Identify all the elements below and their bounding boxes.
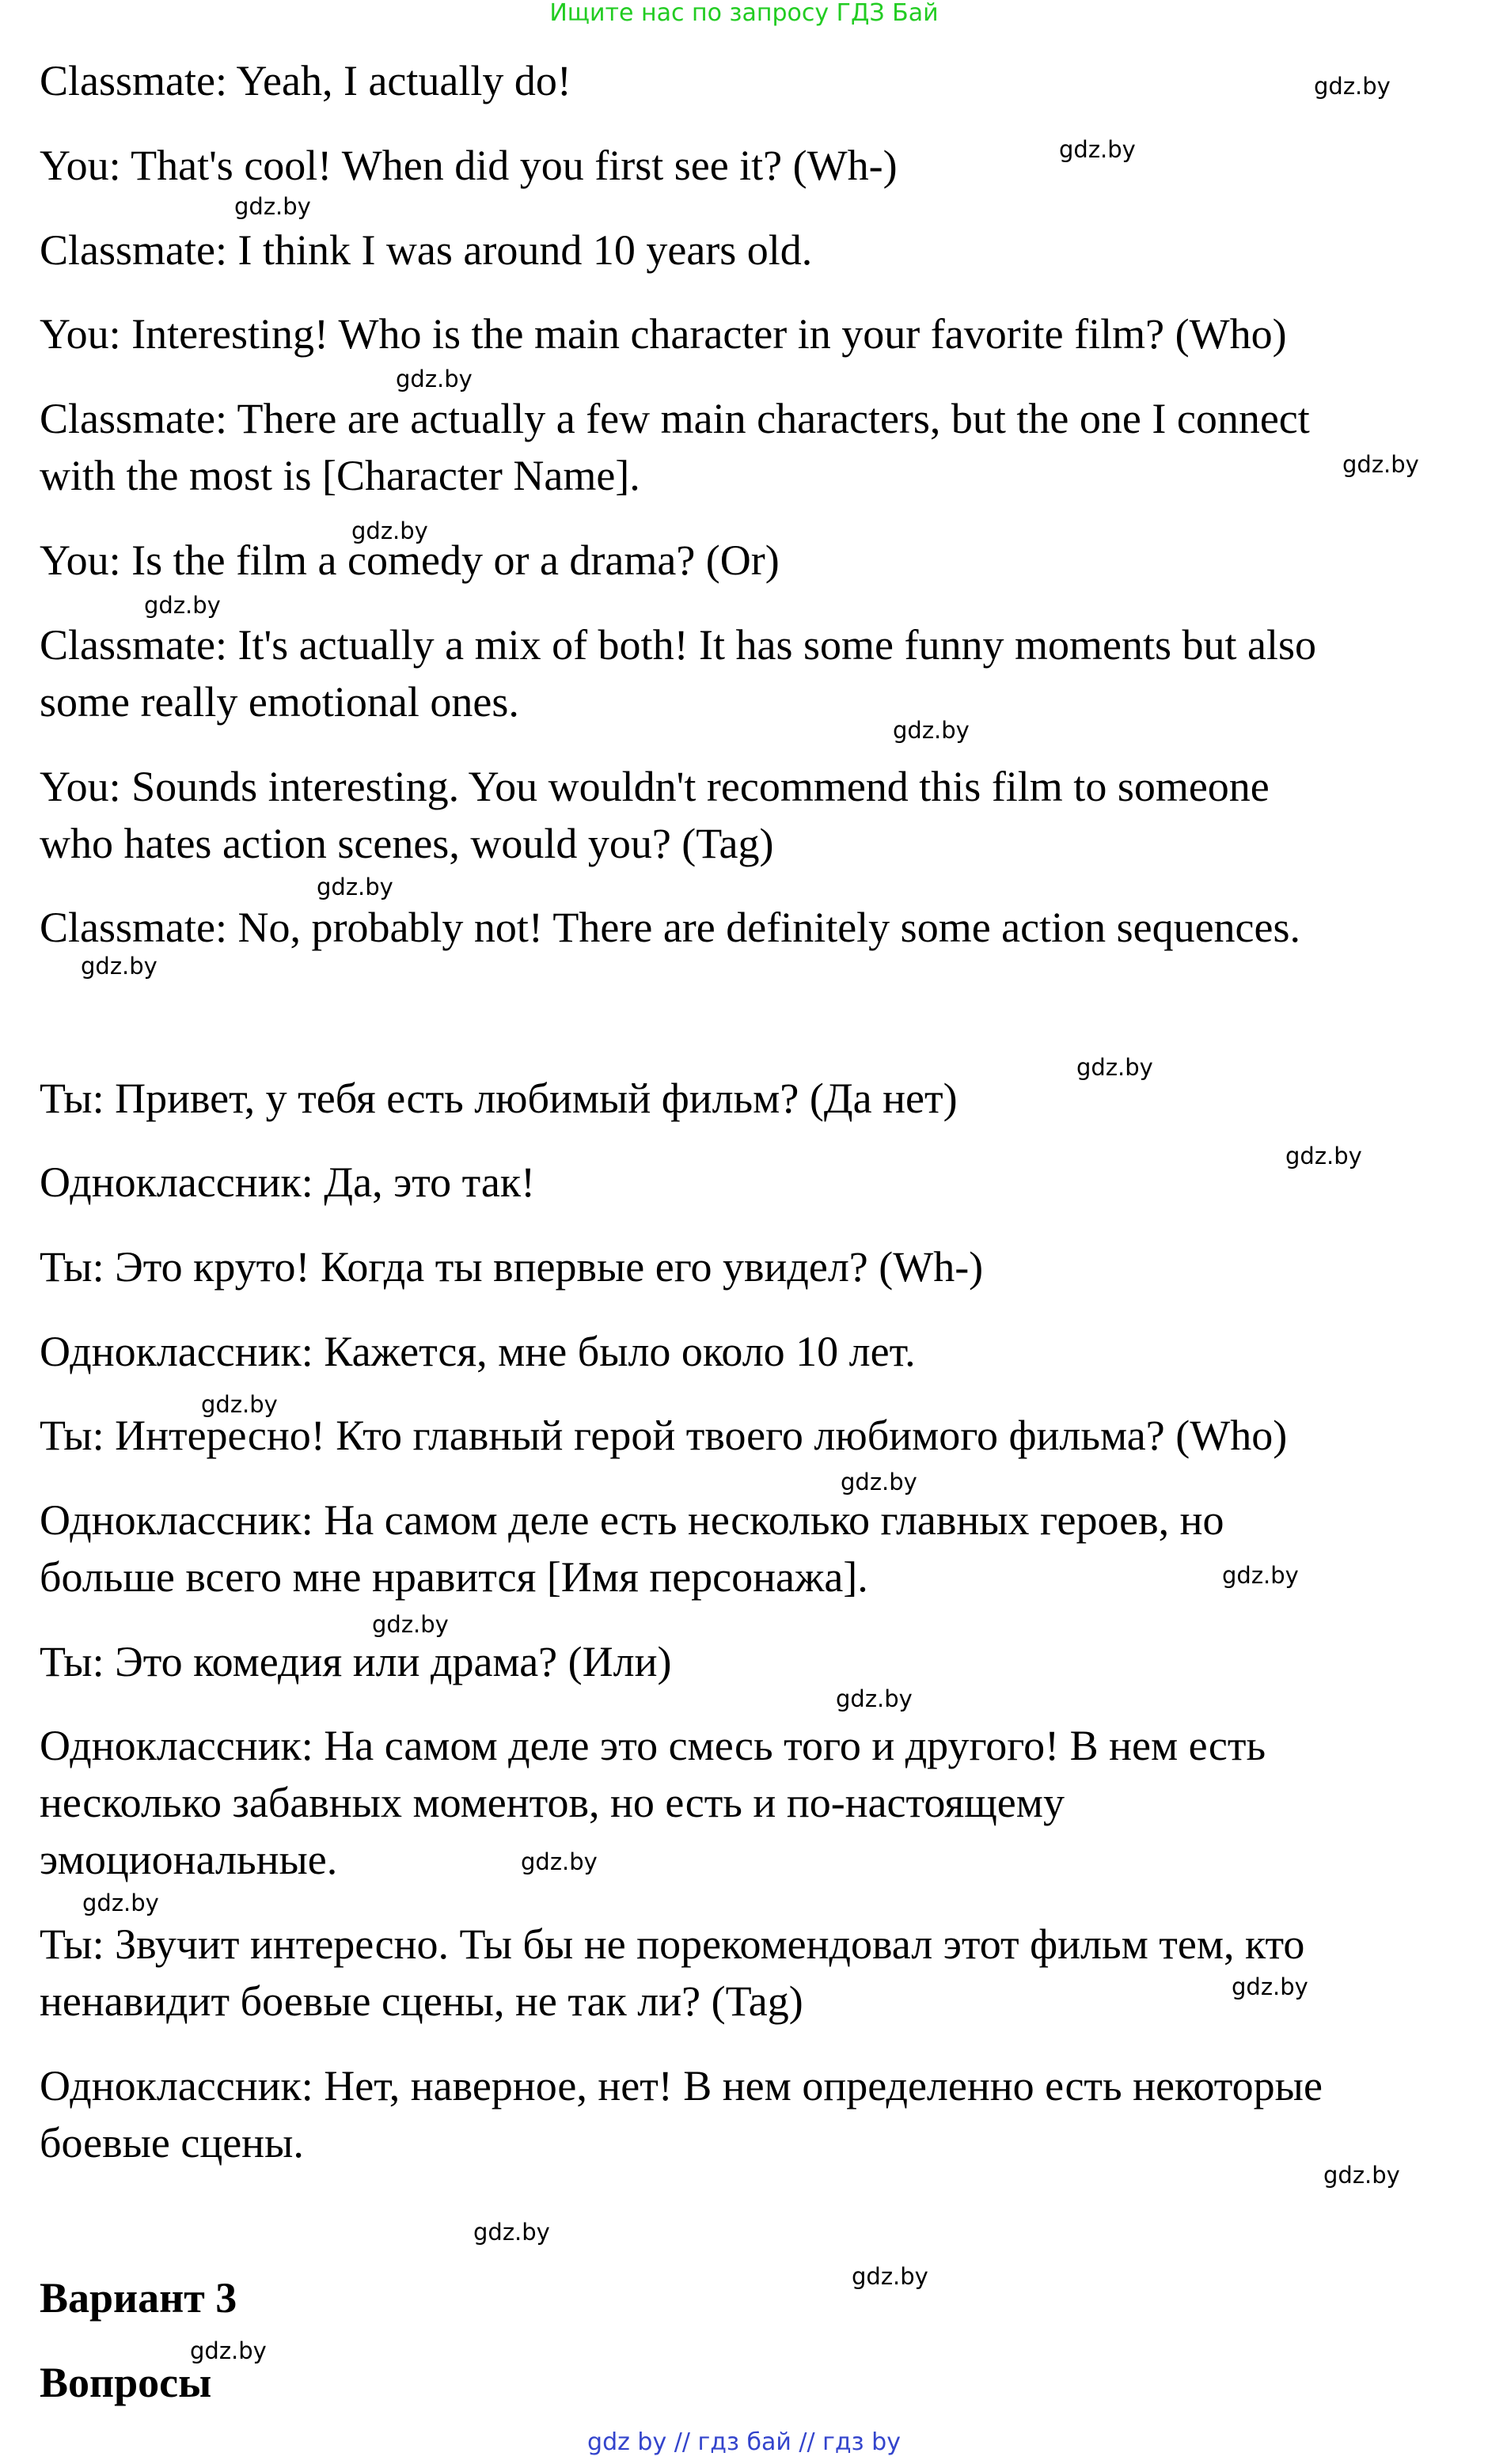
watermark: gdz.by bbox=[1314, 73, 1391, 100]
dialogue-line: Одноклассник: Да, это так! bbox=[40, 1158, 536, 1206]
watermark: gdz.by bbox=[201, 1391, 278, 1418]
watermark: gdz.by bbox=[351, 517, 428, 544]
watermark: gdz.by bbox=[82, 1890, 159, 1916]
dialogue-line: боевые сцены. bbox=[40, 2119, 304, 2166]
dialogue-line: Одноклассник: Кажется, мне было около 10 лет. bbox=[40, 1328, 916, 1375]
dialogue-line: Одноклассник: На самом деле есть несколько главных героев, но bbox=[40, 1496, 1224, 1544]
watermark: gdz.by bbox=[234, 193, 311, 220]
watermark: gdz.by bbox=[317, 874, 393, 900]
dialogue-line: Ты: Привет, у тебя есть любимый фильм? (Да нет) bbox=[40, 1075, 958, 1122]
dialogue-line: больше всего мне нравится [Имя персонажа]. bbox=[40, 1553, 868, 1601]
dialogue-line: Ты: Звучит интересно. Ты бы не порекомендовал этот фильм тем, кто bbox=[40, 1920, 1305, 1968]
watermark: gdz.by bbox=[372, 1611, 449, 1638]
watermark: gdz.by bbox=[1232, 1973, 1308, 2000]
dialogue-line: some really emotional ones. bbox=[40, 678, 519, 726]
dialogue-line: Classmate: Yeah, I actually do! bbox=[40, 57, 571, 104]
dialogue-line: Одноклассник: На самом деле это смесь того и другого! В нем есть bbox=[40, 1722, 1266, 1769]
dialogue-line: Classmate: I think I was around 10 years old. bbox=[40, 226, 813, 274]
footer-banner[interactable]: gdz by // гдз бай // гдз by bbox=[587, 2428, 901, 2456]
watermark: gdz.by bbox=[893, 717, 970, 744]
dialogue-line: Classmate: It's actually a mix of both! It has some funny moments but also bbox=[40, 621, 1316, 669]
dialogue-line: Ты: Интересно! Кто главный герой твоего любимого фильма? (Who) bbox=[40, 1412, 1288, 1459]
variant-heading: Вариант 3 bbox=[40, 2274, 237, 2322]
watermark: gdz.by bbox=[841, 1469, 917, 1495]
dialogue-line: эмоциональные. bbox=[40, 1836, 338, 1883]
dialogue-line: who hates action scenes, would you? (Tag) bbox=[40, 820, 774, 867]
dialogue-line: Ты: Это комедия или драма? (Или) bbox=[40, 1638, 672, 1685]
watermark: gdz.by bbox=[836, 1685, 913, 1712]
watermark: gdz.by bbox=[1076, 1054, 1153, 1081]
dialogue-line: ненавидит боевые сцены, не так ли? (Tag) bbox=[40, 1977, 803, 2025]
dialogue-line: You: Sounds interesting. You wouldn't recommend this film to someone bbox=[40, 763, 1270, 810]
watermark: gdz.by bbox=[1222, 1562, 1299, 1589]
dialogue-line: You: That's cool! When did you first see it? (Wh-) bbox=[40, 142, 898, 189]
watermark: gdz.by bbox=[852, 2263, 928, 2290]
watermark: gdz.by bbox=[1323, 2162, 1400, 2189]
watermark: gdz.by bbox=[190, 2337, 267, 2364]
dialogue-line: несколько забавных моментов, но есть и по-настоящему bbox=[40, 1779, 1065, 1826]
watermark: gdz.by bbox=[144, 592, 221, 619]
watermark: gdz.by bbox=[521, 1848, 598, 1875]
dialogue-line: Одноклассник: Нет, наверное, нет! В нем определенно есть некоторые bbox=[40, 2062, 1323, 2110]
watermark: gdz.by bbox=[81, 953, 158, 980]
dialogue-line: Classmate: There are actually a few main characters, but the one I connect bbox=[40, 395, 1310, 442]
dialogue-line: Classmate: No, probably not! There are definitely some action sequences. bbox=[40, 904, 1300, 951]
dialogue-line: Ты: Это круто! Когда ты впервые его увидел? (Wh-) bbox=[40, 1243, 984, 1291]
dialogue-line: You: Interesting! Who is the main character in your favorite film? (Who) bbox=[40, 310, 1287, 358]
search-banner[interactable]: Ищите нас по запросу ГДЗ Бай bbox=[549, 0, 939, 27]
dialogue-line: You: Is the film a comedy or a drama? (Or) bbox=[40, 536, 780, 584]
watermark: gdz.by bbox=[1342, 451, 1419, 478]
watermark: gdz.by bbox=[1059, 136, 1136, 163]
watermark: gdz.by bbox=[396, 366, 473, 392]
dialogue-line: with the most is [Character Name]. bbox=[40, 452, 640, 499]
questions-heading: Вопросы bbox=[40, 2359, 212, 2406]
watermark: gdz.by bbox=[1285, 1143, 1362, 1169]
watermark: gdz.by bbox=[473, 2219, 550, 2246]
